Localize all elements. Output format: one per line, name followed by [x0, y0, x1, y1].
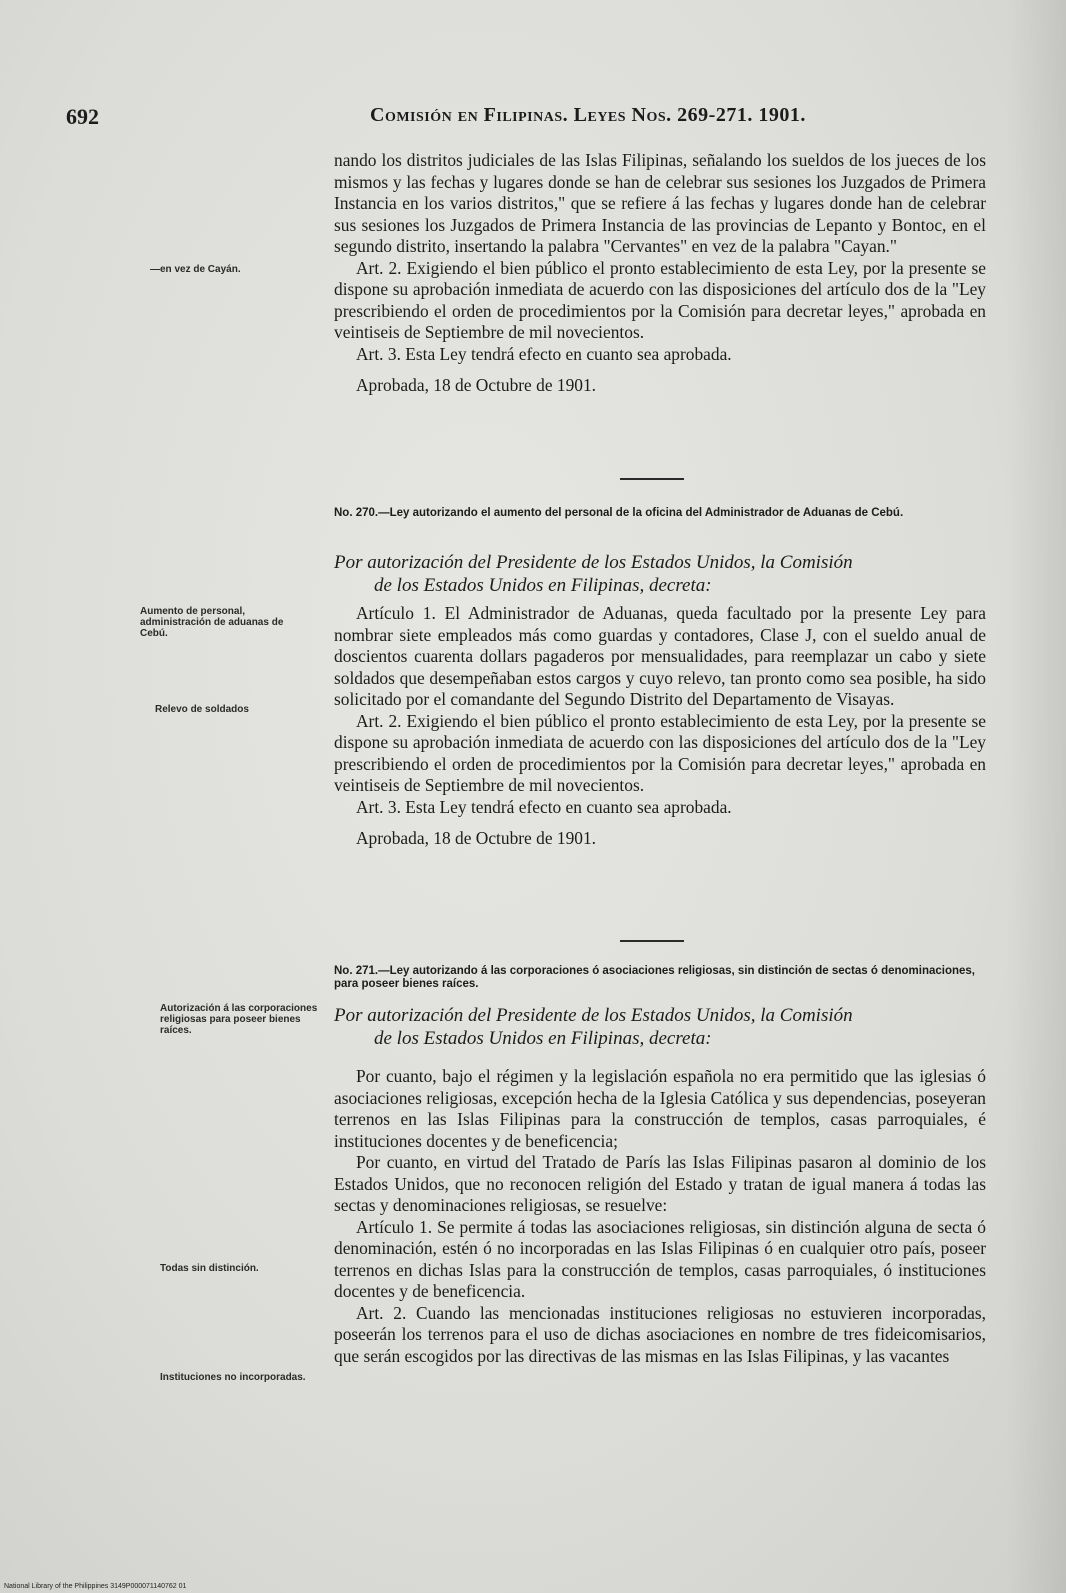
law270-art1: Artículo 1. El Administrador de Aduanas, queda facultado por la presente Ley para nombrar siete empleados más como guardas y contadores, Clase J, con el sueldo anual de doscientos cuarenta dollars pagaderos por mensualidades, para reemplazar un cabo y siete soldados que desempeñaban estos cargos y cuyo relevo, tan pronto como sea posible, ha sido solicitado por el comandante del Segundo Distrito del Departamento de Visayas.: [334, 603, 986, 709]
running-head: Comisión en Filipinas. Leyes Nos. 269-271. 1901.: [370, 104, 806, 126]
law271-decree-line1: Por autorización del Presidente de los Estados Unidos, la Comisión: [334, 1005, 853, 1026]
law270-art3: Art. 3. Esta Ley tendrá efecto en cuanto sea aprobada.: [356, 796, 732, 817]
law269-paragraph: nando los distritos judiciales de las Islas Filipinas, señalando los sueldos de los jueces de los mismos y las fechas y lugares donde se han de celebrar sus sesiones los Juzgados de Primera Instancia en los varios distritos," que se refiere á las fechas y lugares donde han de celebrar sus sesiones los Juzgados de Primera Instancia de las provincias de Lepanto y Bontoc, en el segundo distrito, insertando la palabra "Cervantes" en vez de la palabra "Cayan.": [334, 150, 986, 256]
margin-note-instituciones: Instituciones no incorporadas.: [160, 1372, 306, 1383]
law271-whereas-2: Por cuanto, en virtud del Tratado de París las Islas Filipinas pasaron al dominio de los Estados Unidos, que no reconocen religión del Estado y tratan de igual manera á todas las sectas y denominaciones religiosas, se resuelve:: [334, 1152, 986, 1215]
law271-decree: [334, 1004, 984, 1050]
library-footer: National Library of the Philippines 3149P000071140762 01: [4, 1583, 187, 1590]
margin-note-aumento: Aumento de personal, administración de aduanas de Cebú.: [140, 606, 284, 639]
law271-art2: Art. 2. Cuando las mencionadas instituciones religiosas no estuvieren incorporadas, poseerán los terrenos para el uso de dichas asociaciones en nombre de tres fideicomisarios, que serán escogidos por las directivas de las mismas en las Islas Filipinas, y las vacantes: [334, 1302, 986, 1366]
law270-art2: Art. 2. Exigiendo el bien público el pronto establecimiento de esta Ley, por la presente se dispone su aprobación inmediata de acuerdo con las disposiciones del artículo dos de la "Ley prescribiendo el orden de procedimientos por la Comisión para decretar leyes," aprobada en veintiseis de Septiembre de mil novecientos.: [334, 710, 986, 795]
law271-whereas-1: Por cuanto, bajo el régimen y la legislación española no era permitido que las iglesias ó asociaciones religiosas, excepción hecha de la Iglesia Católica y sus dependencias, poseyeran terrenos en las Islas Filipinas para la construcción de templos, casas parroquiales, é instituciones docentes y de beneficencia;: [334, 1066, 986, 1151]
law269-tail: [334, 150, 986, 397]
law270-decree-line2: de los Estados Unidos en Filipinas, decreta:: [374, 575, 712, 596]
law271-art1: Artículo 1. Se permite á todas las asociaciones religiosas, sin distinción alguna de secta ó denominación, estén ó no incorporadas en las Islas Filipinas ó en cualquier otro país, poseer terrenos en dichas Islas para la construcción de templos, casas parroquiales, ó instituciones docentes y de beneficencia.: [334, 1216, 986, 1301]
law270-decree-line1: Por autorización del Presidente de los Estados Unidos, la Comisión: [334, 552, 853, 573]
law269-art2: Art. 2. Exigiendo el bien público el pronto establecimiento de esta Ley, por la presente se dispone su aprobación inmediata de acuerdo con las disposiciones del artículo dos de la "Ley prescribiendo el orden de procedimientos por la Comisión para decretar leyes," aprobada en veintiseis de Septiembre de mil novecientos.: [334, 257, 986, 342]
page-header: [66, 104, 936, 132]
margin-note-todas: Todas sin distinción.: [160, 1263, 259, 1274]
margin-note-cayan: —en vez de Cayán.: [150, 264, 241, 275]
section-rule-2: [620, 940, 684, 942]
law271-body: [334, 1066, 986, 1367]
margin-note-autorizacion: Autorización á las corporaciones religiosas para poseer bienes raíces.: [160, 1003, 318, 1036]
page-number: 692: [66, 104, 99, 129]
law270-title: No. 270.—Ley autorizando el aumento del personal de la oficina del Administrador de Aduanas de Cebú.: [334, 507, 904, 519]
law269-art3: Art. 3. Esta Ley tendrá efecto en cuanto sea aprobada.: [356, 343, 732, 364]
law270-approved: Aprobada, 18 de Octubre de 1901.: [356, 828, 597, 848]
law271-decree-line2: de los Estados Unidos en Filipinas, decreta:: [374, 1028, 712, 1049]
law270-body: [334, 603, 986, 850]
law269-approved: Aprobada, 18 de Octubre de 1901.: [356, 375, 597, 395]
margin-note-relevo: Relevo de soldados: [155, 704, 249, 715]
section-rule: [620, 478, 684, 480]
law270-decree: [334, 551, 984, 597]
page-shadow: [1006, 0, 1066, 1593]
law271-title: No. 271.—Ley autorizando á las corporaciones ó asociaciones religiosas, sin distinción de sectas ó denominaciones, para poseer bienes raíces.: [334, 965, 976, 990]
